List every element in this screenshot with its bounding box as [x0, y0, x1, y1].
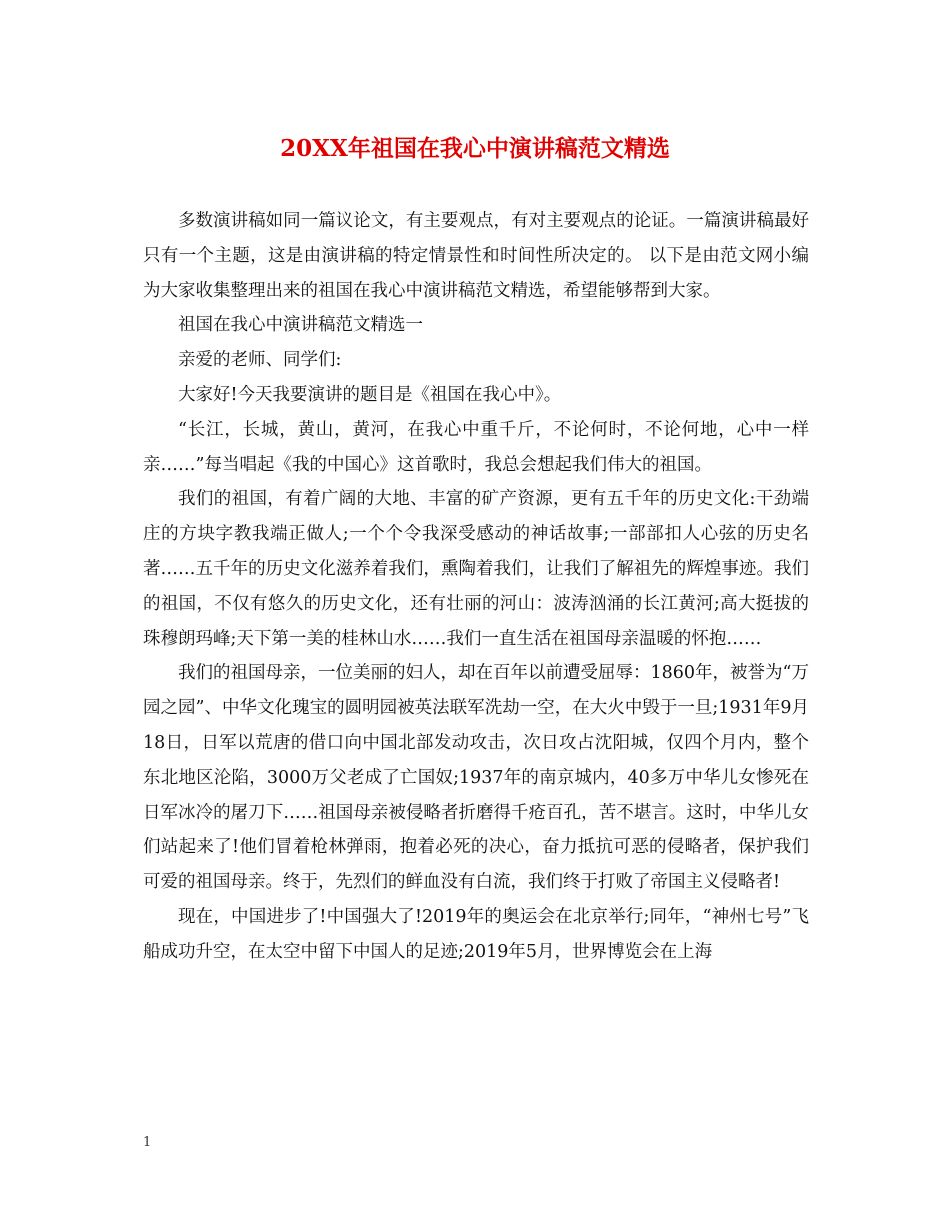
paragraph-section-heading: 祖国在我心中演讲稿范文精选一 — [178, 315, 423, 336]
paragraph-salutation: 亲爱的老师、同学们: — [178, 350, 342, 371]
paragraph-intro: 多数演讲稿如同一篇议论文，有主要观点，有对主要观点的论证。一篇演讲稿最好只有一个主题，这是由演讲稿的特定情景性和时间性所决定的。 以下是由范文网小编为大家收集整理出来的祖国在我心中演讲稿范文精选，希望能够帮到大家。 — [143, 211, 809, 301]
paragraph-progress: 现在，中国进步了!中国强大了!2019年的奥运会在北京举行;同年，“神州七号”飞船成功升空，在太空中留下中国人的足迹;2019年5月，世界博览会在上海 — [143, 906, 809, 962]
paragraph-history-culture: 我们的祖国，有着广阔的大地、丰富的矿产资源，更有五千年的历史文化:干劲端庄的方块字教我端正做人;一个个令我深受感动的神话故事;一部部扣人心弦的历史名著……五千年的历史文化滋养着我们，熏陶着我们，让我们了解祖先的辉煌事迹。我们的祖国，不仅有悠久的历史文化，还有壮丽的河山：波涛汹涌的长江黄河;高大挺拔的珠穆朗玛峰;天下第一美的桂林山水……我们一直生活在祖国母亲温暖的怀抱…… — [143, 489, 809, 649]
document-body — [143, 204, 809, 970]
document-title: 20XX年祖国在我心中演讲稿范文精选 — [280, 135, 670, 162]
paragraph-humiliation: 我们的祖国母亲，一位美丽的妇人，却在百年以前遭受屈辱：1860年，被誉为“万园之园”、中华文化瑰宝的圆明园被英法联军洗劫一空，在大火中毁于一旦;1931年9月18日，日军以荒唐的借口向中国北部发动攻击，次日攻占沈阳城，仅四个月内，整个东北地区沦陷，3000万父老成了亡国奴;1937年的南京城内，40多万中华儿女惨死在日军冰冷的屠刀下……祖国母亲被侵略者折磨得千疮百孔，苦不堪言。这时，中华儿女们站起来了!他们冒着枪林弹雨，抱着必死的决心，奋力抵抗可恶的侵略者，保护我们可爱的祖国母亲。终于，先烈们的鲜血没有白流，我们终于打败了帝国主义侵略者! — [143, 663, 809, 893]
paragraph-song-quote: “长江，长城，黄山，黄河，在我心中重千斤，不论何时，不论何地，心中一样亲……”每当唱起《我的中国心》这首歌时，我总会想起我们伟大的祖国。 — [143, 419, 809, 475]
paragraph-greeting: 大家好!今天我要演讲的题目是《祖国在我心中》。 — [178, 384, 562, 405]
page-number: 1 — [143, 1135, 152, 1150]
